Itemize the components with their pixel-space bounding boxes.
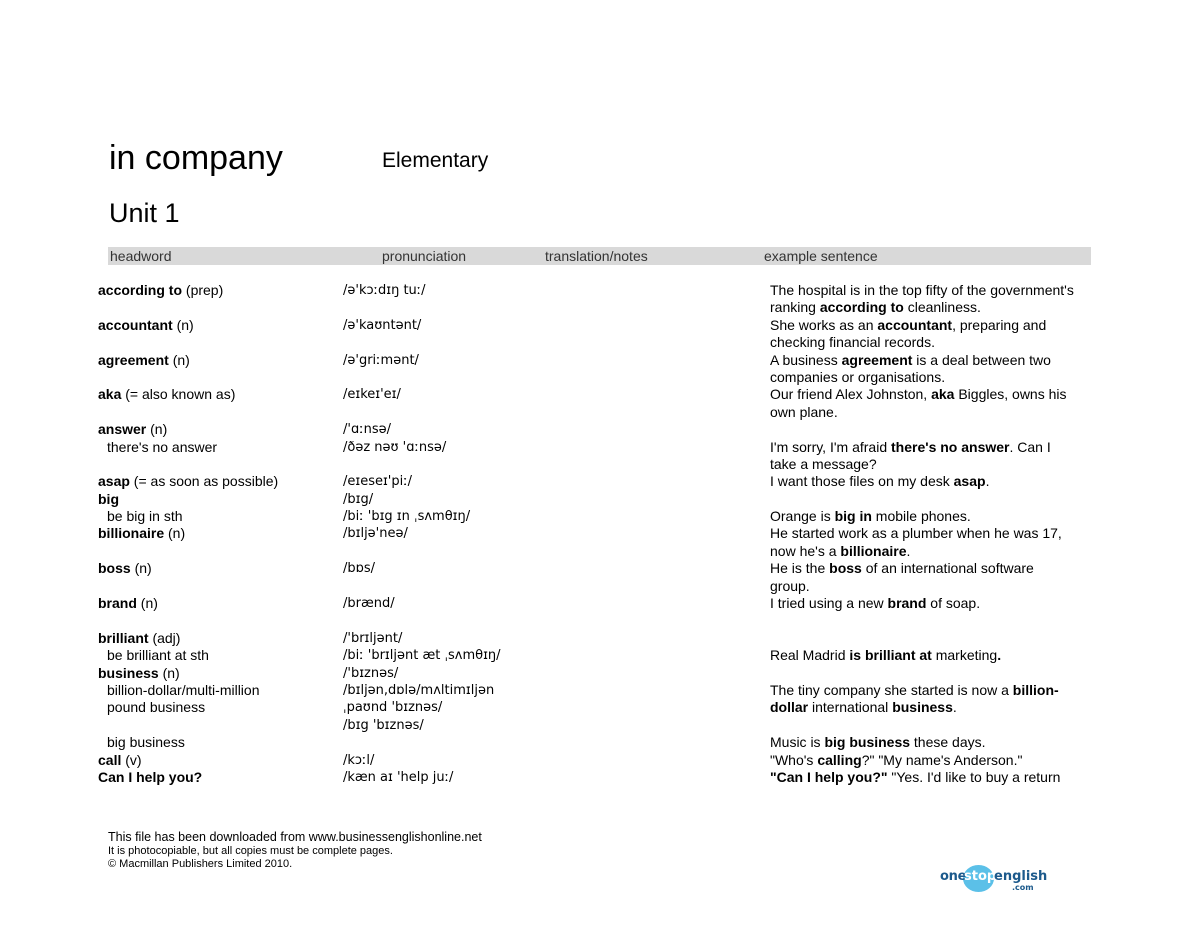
example-text: according to bbox=[819, 299, 904, 316]
example-text: agreement bbox=[841, 351, 913, 368]
example-text: group. bbox=[770, 577, 810, 594]
example-text: She works as an bbox=[770, 316, 878, 333]
logo-text-stop: stop bbox=[964, 869, 997, 884]
pronunciation-cell: /bɒs/ bbox=[343, 561, 376, 577]
example-text: cleanliness. bbox=[903, 299, 981, 316]
headword-cell bbox=[98, 352, 190, 369]
headword-text: big business bbox=[107, 734, 185, 751]
column-header-headword: headword bbox=[110, 248, 172, 264]
example-cell bbox=[770, 543, 910, 560]
example-cell bbox=[770, 578, 810, 595]
headword-cell bbox=[98, 630, 180, 647]
example-text: business bbox=[892, 699, 953, 716]
headword-text: according to bbox=[98, 282, 183, 298]
example-text: take a message? bbox=[770, 455, 877, 472]
column-header-example: example sentence bbox=[764, 248, 878, 264]
example-text: Our friend Alex Johnston, bbox=[770, 386, 932, 403]
pronunciation-cell: /'brɪljənt/ bbox=[343, 630, 403, 646]
example-cell bbox=[770, 439, 1051, 456]
footer-photocopy-note: It is photocopiable, but all copies must be complete pages. bbox=[108, 845, 393, 857]
table-row bbox=[0, 752, 1200, 769]
example-cell bbox=[770, 334, 935, 351]
example-text: The tiny company she started is now a bbox=[770, 681, 1013, 698]
table-row bbox=[0, 734, 1200, 751]
example-text: "Can I help you?" bbox=[770, 768, 888, 785]
table-row bbox=[0, 612, 1200, 629]
headword-text: (n) bbox=[168, 351, 190, 368]
pronunciation-cell: /brænd/ bbox=[343, 596, 395, 612]
example-text: "Who's bbox=[770, 751, 818, 768]
example-text: international bbox=[808, 699, 893, 716]
vocabulary-table bbox=[0, 282, 1200, 786]
example-text: I want those files on my desk bbox=[770, 473, 954, 490]
pronunciation-cell: /ðəz nəʊ 'ɑːnsə/ bbox=[343, 439, 447, 455]
table-row bbox=[0, 369, 1200, 386]
example-text: is brilliant at bbox=[849, 647, 932, 664]
headword-text: billion-dollar/multi-million bbox=[107, 681, 260, 698]
example-text: mobile phones. bbox=[871, 508, 971, 525]
table-row bbox=[0, 665, 1200, 682]
table-row bbox=[0, 647, 1200, 664]
example-text: there's no answer bbox=[891, 438, 1010, 455]
example-cell bbox=[770, 508, 971, 525]
headword-text: (v) bbox=[121, 751, 142, 768]
headword-text: (= as soon as possible) bbox=[129, 473, 279, 490]
table-row bbox=[0, 578, 1200, 595]
table-row bbox=[0, 282, 1200, 299]
example-text: . bbox=[906, 542, 911, 559]
example-text: I'm sorry, I'm afraid bbox=[770, 438, 891, 455]
table-row bbox=[0, 456, 1200, 473]
example-cell bbox=[770, 699, 957, 716]
headword-text: Can I help you? bbox=[98, 768, 203, 785]
example-text: big business bbox=[824, 734, 911, 751]
table-row bbox=[0, 439, 1200, 456]
headword-cell bbox=[98, 386, 235, 403]
table-row bbox=[0, 525, 1200, 542]
headword-cell bbox=[107, 682, 260, 699]
example-text: . bbox=[997, 647, 1002, 664]
headword-cell bbox=[98, 421, 167, 438]
pronunciation-cell: /biː 'bɪg ɪn ˌsʌmθɪŋ/ bbox=[343, 509, 471, 525]
table-row bbox=[0, 299, 1200, 316]
example-text: brand bbox=[887, 595, 927, 612]
headword-text: brand bbox=[98, 595, 137, 612]
example-cell bbox=[770, 456, 877, 473]
headword-text: business bbox=[98, 664, 159, 681]
headword-cell bbox=[98, 282, 223, 299]
pronunciation-cell: /'ɑːnsə/ bbox=[343, 422, 391, 438]
headword-text: answer bbox=[98, 421, 147, 438]
onestopenglish-logo bbox=[940, 865, 1048, 893]
pronunciation-cell: ˌpaʊnd 'bɪznəs/ bbox=[343, 700, 443, 716]
example-text: Biggles, owns his bbox=[954, 386, 1067, 403]
table-row bbox=[0, 352, 1200, 369]
table-row bbox=[0, 386, 1200, 403]
example-cell bbox=[770, 386, 1067, 403]
headword-text: (n) bbox=[130, 560, 152, 577]
headword-text: call bbox=[98, 751, 122, 768]
example-cell bbox=[770, 369, 945, 386]
pronunciation-cell: /bɪg 'bɪznəs/ bbox=[343, 717, 424, 733]
column-header-notes: translation/notes bbox=[545, 248, 648, 264]
headword-text: brilliant bbox=[98, 629, 149, 646]
table-row bbox=[0, 334, 1200, 351]
footer bbox=[108, 830, 482, 871]
example-text: billionaire bbox=[840, 542, 907, 559]
example-text: dollar bbox=[770, 699, 809, 716]
headword-text: (n) bbox=[158, 664, 180, 681]
headword-text: (= also known as) bbox=[121, 386, 236, 403]
example-text: is a deal between two bbox=[912, 351, 1051, 368]
pronunciation-cell: /bɪljən,dɒlə/mʌltimɪljən bbox=[343, 682, 495, 698]
headword-text: (prep) bbox=[182, 282, 224, 298]
headword-cell bbox=[98, 752, 142, 769]
example-cell bbox=[770, 734, 986, 751]
example-text: billion- bbox=[1012, 681, 1059, 698]
example-text: "Yes. I'd like to buy a return bbox=[887, 768, 1061, 785]
example-cell bbox=[770, 299, 981, 316]
example-text: Real Madrid bbox=[770, 647, 850, 664]
example-text: checking financial records. bbox=[770, 334, 935, 351]
headword-text: (n) bbox=[164, 525, 186, 542]
headword-cell bbox=[98, 525, 185, 542]
headword-text: be brilliant at sth bbox=[107, 647, 209, 664]
table-row bbox=[0, 717, 1200, 734]
headword-text: billionaire bbox=[98, 525, 165, 542]
example-text: aka bbox=[931, 386, 955, 403]
headword-cell bbox=[98, 560, 152, 577]
example-cell bbox=[770, 682, 1059, 699]
example-text: Orange is bbox=[770, 508, 835, 525]
headword-text: big bbox=[98, 490, 119, 507]
headword-cell bbox=[98, 317, 194, 334]
headword-cell bbox=[107, 439, 217, 456]
headword-cell bbox=[107, 699, 205, 716]
example-text: now he's a bbox=[770, 542, 841, 559]
pronunciation-cell: /eɪeseɪ'piː/ bbox=[343, 474, 413, 490]
pronunciation-cell: /kæn aɪ 'help juː/ bbox=[343, 769, 454, 785]
example-cell bbox=[770, 647, 1001, 664]
pronunciation-cell: /kɔːl/ bbox=[343, 752, 375, 768]
example-text: ranking bbox=[770, 299, 820, 316]
headword-cell bbox=[107, 734, 185, 751]
column-header-pronunciation: pronunciation bbox=[382, 248, 467, 264]
example-text: companies or organisations. bbox=[770, 368, 946, 385]
headword-text: (n) bbox=[146, 421, 168, 438]
example-cell bbox=[770, 352, 1051, 369]
table-row bbox=[0, 543, 1200, 560]
example-text: . bbox=[985, 473, 990, 490]
example-cell bbox=[770, 282, 1074, 299]
table-row bbox=[0, 473, 1200, 490]
table-row bbox=[0, 508, 1200, 525]
table-row bbox=[0, 630, 1200, 647]
headword-cell bbox=[98, 491, 119, 508]
headword-cell bbox=[98, 473, 278, 490]
headword-text: asap bbox=[98, 473, 130, 490]
example-text: He is the bbox=[770, 560, 830, 577]
example-text: , preparing and bbox=[952, 316, 1047, 333]
pronunciation-cell: /ə'kɔːdɪŋ tuː/ bbox=[343, 283, 426, 298]
logo-text-english: english bbox=[994, 869, 1048, 884]
headword-text: pound business bbox=[107, 699, 206, 716]
example-text: big in bbox=[834, 508, 872, 525]
table-row bbox=[0, 421, 1200, 438]
example-cell bbox=[770, 595, 980, 612]
example-text: boss bbox=[829, 560, 862, 577]
headword-cell bbox=[98, 665, 180, 682]
example-text: asap bbox=[953, 473, 986, 490]
example-cell bbox=[770, 525, 1062, 542]
pronunciation-cell: /biː 'brɪljənt æt ˌsʌmθɪŋ/ bbox=[343, 648, 501, 664]
pronunciation-cell: /bɪg/ bbox=[343, 491, 374, 507]
pronunciation-cell: /ə'griːmənt/ bbox=[343, 352, 419, 368]
table-row bbox=[0, 404, 1200, 421]
headword-text: accountant bbox=[98, 316, 173, 333]
example-text: Music is bbox=[770, 734, 825, 751]
table-row bbox=[0, 682, 1200, 699]
example-text: of soap. bbox=[926, 595, 981, 612]
example-cell bbox=[770, 473, 989, 490]
table-row bbox=[0, 560, 1200, 577]
headword-text: be big in sth bbox=[107, 508, 183, 525]
pronunciation-cell: /bɪljə'neə/ bbox=[343, 526, 408, 542]
headword-text: there's no answer bbox=[107, 438, 218, 455]
example-cell bbox=[770, 769, 1060, 786]
headword-cell bbox=[107, 508, 183, 525]
level-label: Elementary bbox=[382, 149, 489, 172]
pronunciation-cell: /ə'kaʊntənt/ bbox=[343, 317, 422, 333]
table-row bbox=[0, 699, 1200, 716]
headword-text: boss bbox=[98, 560, 131, 577]
headword-text: (adj) bbox=[148, 629, 181, 646]
headword-cell bbox=[107, 647, 209, 664]
headword-text: (n) bbox=[172, 316, 194, 333]
pronunciation-cell: /'bɪznəs/ bbox=[343, 665, 399, 681]
example-text: I tried using a new bbox=[770, 595, 888, 612]
example-text: calling bbox=[817, 751, 862, 768]
example-text: . Can I bbox=[1009, 438, 1051, 455]
example-text: ?" "My name's Anderson." bbox=[861, 751, 1023, 768]
footer-download-note: This file has been downloaded from www.businessenglishonline.net bbox=[108, 830, 482, 844]
example-text: of an international software bbox=[861, 560, 1034, 577]
document-title: in company bbox=[109, 139, 283, 177]
logo-text-com: .com bbox=[1012, 883, 1034, 892]
example-text: . bbox=[952, 699, 957, 716]
logo-text-one: one bbox=[940, 869, 967, 884]
table-row bbox=[0, 595, 1200, 612]
headword-text: aka bbox=[98, 386, 122, 403]
pronunciation-cell: /eɪkeɪ'eɪ/ bbox=[343, 387, 401, 403]
headword-text: (n) bbox=[136, 595, 158, 612]
example-cell bbox=[770, 404, 838, 421]
table-row bbox=[0, 491, 1200, 508]
example-text: The hospital is in the top fifty of the government's bbox=[770, 282, 1074, 298]
headword-cell bbox=[98, 595, 158, 612]
footer-copyright: © Macmillan Publishers Limited 2010. bbox=[108, 858, 293, 870]
example-text: A business bbox=[770, 351, 842, 368]
headword-cell bbox=[98, 769, 202, 786]
example-cell bbox=[770, 752, 1022, 769]
example-text: own plane. bbox=[770, 403, 838, 420]
unit-title: Unit 1 bbox=[109, 198, 180, 228]
table-row bbox=[0, 769, 1200, 786]
example-text: He started work as a plumber when he was 17, bbox=[770, 525, 1062, 542]
headword-text: agreement bbox=[98, 351, 169, 368]
example-text: accountant bbox=[877, 316, 953, 333]
example-cell bbox=[770, 560, 1034, 577]
example-text: marketing bbox=[931, 647, 998, 664]
table-row bbox=[0, 317, 1200, 334]
example-cell bbox=[770, 317, 1046, 334]
example-text: these days. bbox=[910, 734, 986, 751]
